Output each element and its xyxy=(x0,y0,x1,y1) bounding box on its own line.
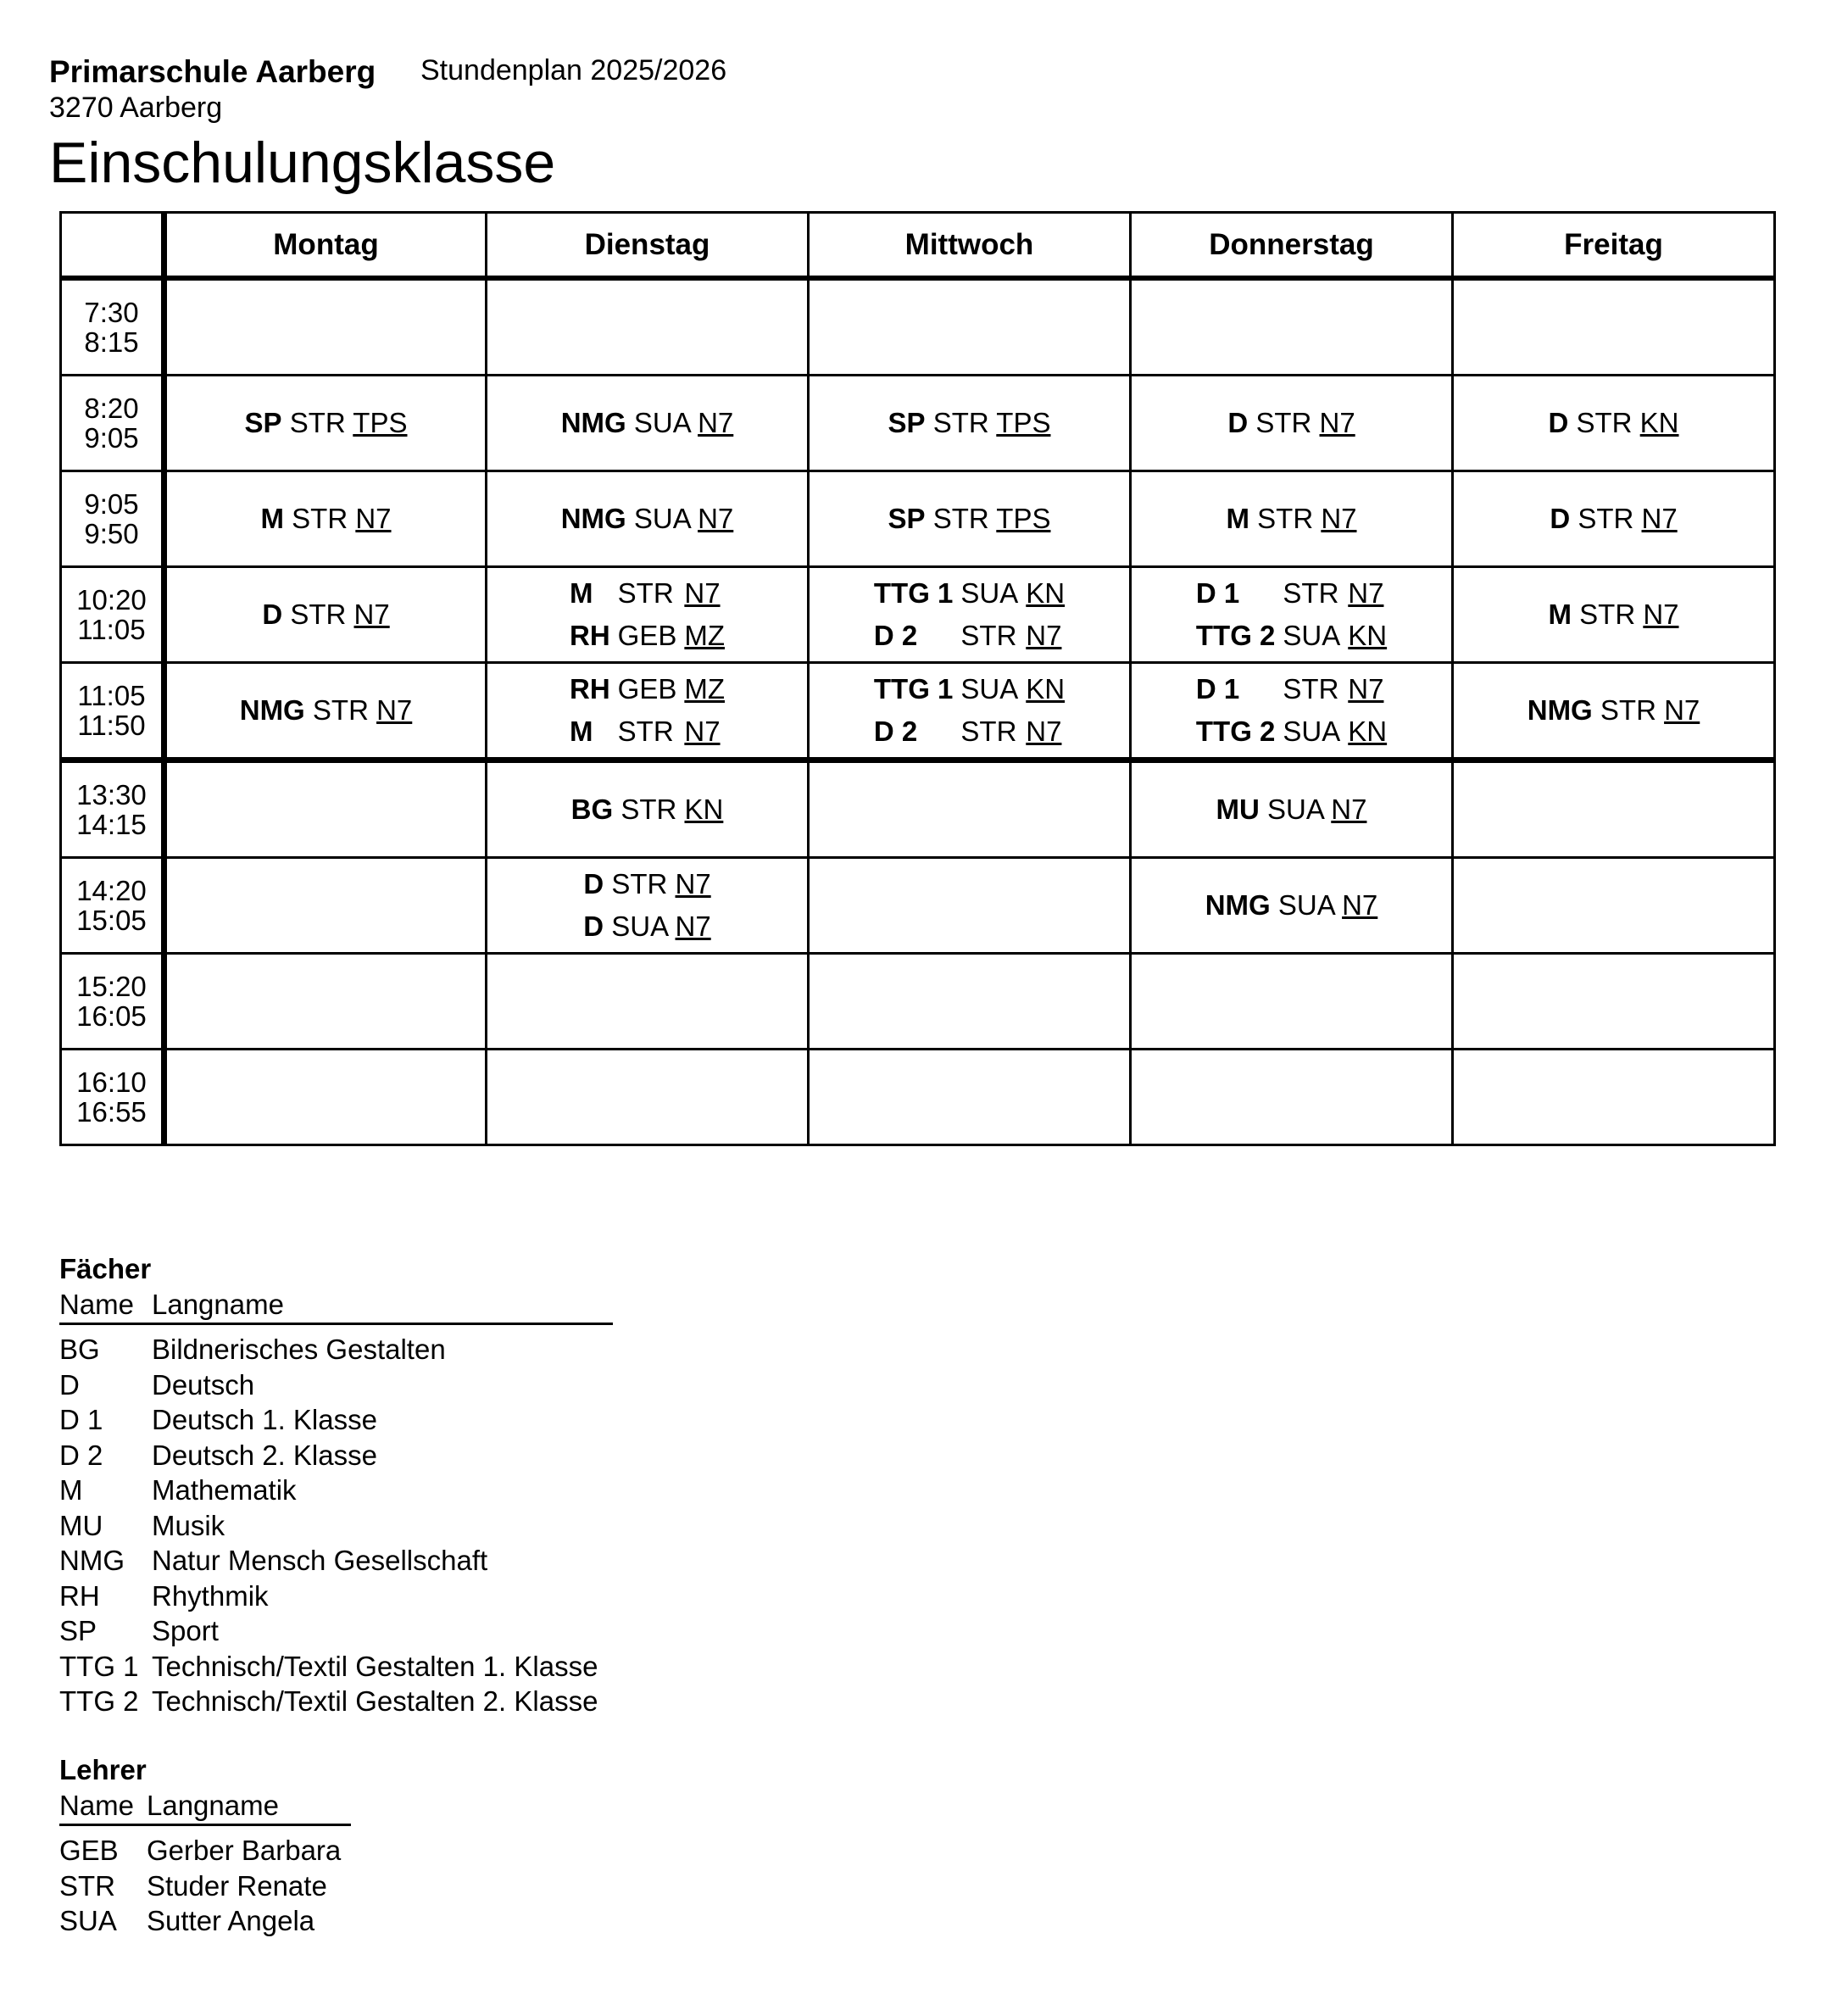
lesson-subject: BG xyxy=(570,794,614,825)
subject-code: MU xyxy=(59,1509,103,1541)
subjects-list xyxy=(59,1332,613,1719)
timetable xyxy=(59,211,1776,1146)
lesson-teacher: GEB xyxy=(617,673,677,704)
time-slot-row xyxy=(61,954,1775,1050)
subjects-legend-header xyxy=(59,1289,613,1325)
time-slot-row xyxy=(61,663,1775,760)
lesson xyxy=(487,402,807,444)
lesson-cell xyxy=(1131,376,1453,471)
day-header-freitag: Freitag xyxy=(1453,213,1775,279)
subject-row xyxy=(59,1508,613,1544)
time-slot-row xyxy=(61,858,1775,954)
lesson-cell xyxy=(1131,471,1453,567)
slot-end-time: 9:05 xyxy=(84,422,139,454)
day-header-donnerstag: Donnerstag xyxy=(1131,213,1453,279)
lesson-cell xyxy=(1131,663,1453,760)
slot-start-time: 7:30 xyxy=(84,297,139,328)
subjects-col-longname: Langname xyxy=(152,1289,284,1320)
lesson-teacher: STR xyxy=(932,407,989,438)
lesson-cell xyxy=(164,471,487,567)
lesson-subject: D xyxy=(1550,503,1571,534)
lesson-room: N7 xyxy=(1321,503,1357,534)
lesson-room: KN xyxy=(1639,407,1679,438)
subject-longname: Sport xyxy=(152,1615,219,1646)
lesson-group xyxy=(570,572,725,657)
lesson-cell xyxy=(487,954,809,1050)
slot-end-time: 11:05 xyxy=(77,614,146,645)
lesson-teacher: SUA xyxy=(1267,794,1324,825)
day-header-mittwoch: Mittwoch xyxy=(809,213,1131,279)
lesson-cell xyxy=(809,376,1131,471)
lesson-subject: TTG 1 xyxy=(873,577,954,609)
lesson-teacher: SUA xyxy=(960,673,1019,704)
lesson-cell xyxy=(1131,954,1453,1050)
lesson-cell xyxy=(1453,278,1775,376)
lesson-cell xyxy=(809,1050,1131,1145)
lesson-subject: SP xyxy=(888,407,926,438)
teacher-row xyxy=(59,1833,351,1868)
lesson-room: KN xyxy=(1026,577,1066,609)
lesson-room: N7 xyxy=(353,599,390,630)
day-header-montag: Montag xyxy=(164,213,487,279)
lesson-room: TPS xyxy=(996,503,1051,534)
teacher-code: SUA xyxy=(59,1905,117,1936)
lesson-cell xyxy=(487,1050,809,1145)
lesson-cell xyxy=(1453,663,1775,760)
subject-code: M xyxy=(59,1474,83,1506)
subject-code: D 2 xyxy=(59,1439,103,1471)
slot-start-time: 8:20 xyxy=(84,393,139,424)
lesson-teacher: STR xyxy=(1283,577,1339,609)
lesson-teacher: STR xyxy=(1579,599,1636,630)
lesson-room: N7 xyxy=(1319,407,1355,438)
slot-start-time: 11:05 xyxy=(77,680,146,711)
slot-start-time: 13:30 xyxy=(76,779,147,810)
lesson-room: N7 xyxy=(684,577,721,609)
lesson xyxy=(1454,593,1773,636)
subject-code: TTG 1 xyxy=(59,1650,139,1682)
lesson xyxy=(167,593,485,636)
time-cell xyxy=(61,567,164,663)
slot-start-time: 16:10 xyxy=(76,1066,147,1098)
lesson-cell xyxy=(487,858,809,954)
school-name: Primarschule Aarberg xyxy=(49,54,376,89)
lesson-subject: RH xyxy=(569,620,610,651)
lesson-subject: M xyxy=(569,716,593,747)
slot-start-time: 9:05 xyxy=(84,488,139,520)
subjects-legend xyxy=(59,1253,613,1719)
lesson-subject: M xyxy=(569,577,593,609)
teachers-legend xyxy=(59,1754,351,1939)
lesson-cell xyxy=(164,663,487,760)
lesson-room: N7 xyxy=(1348,577,1384,609)
time-cell xyxy=(61,1050,164,1145)
slot-end-time: 11:50 xyxy=(77,710,146,741)
lesson-room: N7 xyxy=(355,503,392,534)
teachers-col-name: Name xyxy=(59,1790,135,1821)
lesson-room: N7 xyxy=(675,911,711,942)
lesson-group xyxy=(570,668,725,753)
lesson-subject: D xyxy=(1227,407,1249,438)
lesson-room: N7 xyxy=(1641,503,1678,534)
lesson-group xyxy=(874,668,1065,753)
subject-longname: Deutsch xyxy=(152,1368,255,1401)
lesson-cell xyxy=(809,471,1131,567)
lesson-subject: TTG 2 xyxy=(1195,716,1276,747)
lesson-teacher: STR xyxy=(1576,407,1633,438)
subject-row xyxy=(59,1649,613,1685)
teachers-list xyxy=(59,1833,351,1939)
subject-longname: Natur Mensch Gesellschaft xyxy=(152,1545,488,1576)
lesson xyxy=(1132,788,1451,831)
lesson-cell xyxy=(1131,1050,1453,1145)
lesson xyxy=(487,863,807,905)
time-slot-row xyxy=(61,760,1775,858)
subject-row xyxy=(59,1438,613,1473)
lesson-room: N7 xyxy=(376,694,413,726)
slot-start-time: 10:20 xyxy=(76,584,147,615)
lesson-teacher: STR xyxy=(1283,673,1339,704)
lesson-cell xyxy=(164,954,487,1050)
lesson xyxy=(1454,402,1773,444)
lesson-room: N7 xyxy=(698,503,734,534)
lesson-room: TPS xyxy=(353,407,408,438)
slot-end-time: 16:05 xyxy=(76,1000,147,1032)
lesson-subject: RH xyxy=(569,673,610,704)
time-slot-row xyxy=(61,471,1775,567)
lesson-subject: NMG xyxy=(1205,889,1271,921)
teachers-legend-header xyxy=(59,1790,351,1826)
lesson xyxy=(167,498,485,540)
timetable-body xyxy=(61,278,1775,1145)
subject-row xyxy=(59,1543,613,1579)
lesson-room: N7 xyxy=(698,407,734,438)
teacher-row xyxy=(59,1868,351,1904)
timetable-header-row xyxy=(61,213,1775,279)
subject-longname: Technisch/Textil Gestalten 2. Klasse xyxy=(152,1685,598,1717)
lesson-teacher: STR xyxy=(312,694,369,726)
day-header-dienstag: Dienstag xyxy=(487,213,809,279)
lesson-cell xyxy=(487,567,809,663)
lesson-teacher: STR xyxy=(617,716,674,747)
lesson-teacher: SUA xyxy=(1283,716,1341,747)
lesson-teacher: STR xyxy=(1257,503,1314,534)
time-cell xyxy=(61,954,164,1050)
corner-cell xyxy=(61,213,164,279)
lesson-subject: NMG xyxy=(560,503,626,534)
lesson-cell xyxy=(1453,471,1775,567)
subject-code: D 1 xyxy=(59,1404,103,1435)
lesson-cell xyxy=(1453,567,1775,663)
lesson-room: N7 xyxy=(1348,673,1384,704)
lesson-group xyxy=(1196,572,1387,657)
lesson-cell xyxy=(164,376,487,471)
lesson-teacher: GEB xyxy=(617,620,677,651)
lesson-subject: NMG xyxy=(1527,694,1593,726)
lesson-teacher: STR xyxy=(960,620,1017,651)
lesson-teacher: STR xyxy=(960,716,1017,747)
lesson-teacher: STR xyxy=(1255,407,1312,438)
lesson xyxy=(487,788,807,831)
time-slot-row xyxy=(61,567,1775,663)
time-cell xyxy=(61,278,164,376)
lesson-teacher: STR xyxy=(620,794,677,825)
lesson-subject: M xyxy=(1548,599,1572,630)
teachers-legend-title: Lehrer xyxy=(59,1754,147,1785)
lesson-teacher: SUA xyxy=(1283,620,1341,651)
lesson-cell xyxy=(1453,376,1775,471)
lesson-cell xyxy=(487,278,809,376)
lesson-subject: SP xyxy=(244,407,282,438)
lesson-cell xyxy=(164,278,487,376)
lesson-teacher: STR xyxy=(292,503,348,534)
lesson-group xyxy=(874,572,1065,657)
lesson-cell xyxy=(164,1050,487,1145)
lesson-cell xyxy=(1131,567,1453,663)
lesson-room: N7 xyxy=(1026,716,1062,747)
lesson xyxy=(167,402,485,444)
subject-row xyxy=(59,1402,613,1438)
lesson-subject: NMG xyxy=(560,407,626,438)
lesson-cell xyxy=(487,760,809,858)
lesson xyxy=(487,905,807,948)
slot-start-time: 14:20 xyxy=(76,875,147,906)
subject-longname: Bildnerisches Gestalten xyxy=(152,1334,446,1365)
lesson xyxy=(810,402,1129,444)
subject-code: SP xyxy=(59,1615,97,1646)
lesson xyxy=(1132,884,1451,927)
lesson-room: KN xyxy=(684,794,724,825)
lesson-cell xyxy=(1131,858,1453,954)
lesson-room: TPS xyxy=(996,407,1051,438)
lesson xyxy=(1132,402,1451,444)
lesson-room: MZ xyxy=(684,673,726,704)
lesson-subject: M xyxy=(260,503,284,534)
time-cell xyxy=(61,760,164,858)
lesson-subject: SP xyxy=(888,503,926,534)
time-slot-row xyxy=(61,376,1775,471)
teacher-longname: Studer Renate xyxy=(147,1869,327,1902)
lesson-room: N7 xyxy=(1342,889,1378,921)
subject-longname: Rhythmik xyxy=(152,1579,269,1612)
lesson-subject: D xyxy=(1548,407,1569,438)
subject-longname: Deutsch 2. Klasse xyxy=(152,1439,377,1471)
lesson-cell xyxy=(164,567,487,663)
lesson-teacher: STR xyxy=(1578,503,1634,534)
lesson-teacher: STR xyxy=(289,407,346,438)
lesson xyxy=(810,498,1129,540)
lesson-teacher: SUA xyxy=(960,577,1019,609)
slot-end-time: 9:50 xyxy=(84,518,139,549)
lesson xyxy=(1132,498,1451,540)
teachers-col-longname: Langname xyxy=(147,1790,279,1821)
slot-start-time: 15:20 xyxy=(76,971,147,1002)
subject-row xyxy=(59,1613,613,1649)
lesson-subject: D xyxy=(262,599,283,630)
lesson xyxy=(167,689,485,732)
slot-end-time: 15:05 xyxy=(76,905,147,936)
lesson-subject: D 2 xyxy=(873,620,918,651)
lesson xyxy=(1454,689,1773,732)
lesson-cell xyxy=(164,760,487,858)
lesson-subject: TTG 2 xyxy=(1195,620,1276,651)
lesson-teacher: SUA xyxy=(611,911,668,942)
subjects-legend-title: Fächer xyxy=(59,1253,152,1284)
lesson-cell xyxy=(809,760,1131,858)
lesson-cell xyxy=(487,471,809,567)
lesson-teacher: STR xyxy=(617,577,674,609)
subject-row xyxy=(59,1473,613,1508)
lesson-subject: D 1 xyxy=(1195,673,1240,704)
time-slot-row xyxy=(61,1050,1775,1145)
time-cell xyxy=(61,471,164,567)
subject-code: NMG xyxy=(59,1545,125,1576)
subject-code: RH xyxy=(59,1579,100,1612)
lesson-cell xyxy=(164,858,487,954)
time-cell xyxy=(61,663,164,760)
schedule-year: Stundenplan 2025/2026 xyxy=(420,54,727,86)
subject-longname: Technisch/Textil Gestalten 1. Klasse xyxy=(152,1650,598,1682)
subject-row xyxy=(59,1367,613,1403)
lesson-group xyxy=(1196,668,1387,753)
lesson-subject: NMG xyxy=(239,694,305,726)
lesson-teacher: SUA xyxy=(633,407,690,438)
lesson-subject: D 2 xyxy=(873,716,918,747)
lesson-cell xyxy=(809,858,1131,954)
lesson-room: N7 xyxy=(1664,694,1700,726)
teacher-longname: Sutter Angela xyxy=(147,1905,315,1936)
class-title: Einschulungsklasse xyxy=(49,131,556,195)
lesson-room: N7 xyxy=(1643,599,1679,630)
lesson-room: N7 xyxy=(684,716,721,747)
subject-code: BG xyxy=(59,1334,100,1365)
lesson-cell xyxy=(1131,760,1453,858)
slot-end-time: 14:15 xyxy=(76,809,147,840)
time-cell xyxy=(61,376,164,471)
lesson-cell xyxy=(809,954,1131,1050)
lesson-room: N7 xyxy=(675,868,711,899)
lesson-teacher: SUA xyxy=(633,503,690,534)
lesson-room: N7 xyxy=(1331,794,1367,825)
lesson-subject: D xyxy=(583,911,604,942)
lesson-subject: D xyxy=(583,868,604,899)
lesson-teacher: SUA xyxy=(1277,889,1334,921)
subject-longname: Deutsch 1. Klasse xyxy=(152,1404,377,1435)
lesson-teacher: STR xyxy=(932,503,989,534)
lesson-cell xyxy=(1453,954,1775,1050)
subject-row xyxy=(59,1684,613,1719)
lesson-subject: TTG 1 xyxy=(873,673,954,704)
lesson-room: N7 xyxy=(1026,620,1062,651)
lesson-cell xyxy=(809,278,1131,376)
lesson-cell xyxy=(1453,760,1775,858)
teacher-code: GEB xyxy=(59,1835,119,1866)
subject-longname: Mathematik xyxy=(152,1474,297,1506)
lesson-room: KN xyxy=(1348,716,1388,747)
lesson-subject: MU xyxy=(1216,794,1260,825)
teacher-row xyxy=(59,1903,351,1939)
school-place: 3270 Aarberg xyxy=(49,92,223,124)
lesson-cell xyxy=(1453,858,1775,954)
teacher-longname: Gerber Barbara xyxy=(147,1835,342,1866)
subject-row xyxy=(59,1579,613,1614)
slot-end-time: 16:55 xyxy=(76,1096,147,1128)
subject-row xyxy=(59,1332,613,1367)
lesson-cell xyxy=(809,663,1131,760)
lesson-cell xyxy=(1131,278,1453,376)
lesson-teacher: STR xyxy=(611,868,668,899)
lesson xyxy=(1454,498,1773,540)
time-slot-row xyxy=(61,278,1775,376)
lesson-cell xyxy=(487,376,809,471)
lesson xyxy=(487,498,807,540)
lesson-teacher: STR xyxy=(290,599,347,630)
lesson-room: KN xyxy=(1348,620,1388,651)
subjects-col-name: Name xyxy=(59,1289,135,1320)
lesson-subject: M xyxy=(1226,503,1249,534)
slot-end-time: 8:15 xyxy=(84,326,139,358)
subject-longname: Musik xyxy=(152,1509,225,1541)
lesson-cell xyxy=(1453,1050,1775,1145)
subject-code: D xyxy=(59,1368,80,1401)
teacher-code: STR xyxy=(59,1869,115,1902)
time-cell xyxy=(61,858,164,954)
subject-code: TTG 2 xyxy=(59,1685,139,1717)
lesson-cell xyxy=(809,567,1131,663)
lesson-teacher: STR xyxy=(1600,694,1656,726)
lesson-subject: D 1 xyxy=(1195,577,1240,609)
lesson-room: KN xyxy=(1026,673,1066,704)
lesson-cell xyxy=(487,663,809,760)
lesson-room: MZ xyxy=(684,620,726,651)
